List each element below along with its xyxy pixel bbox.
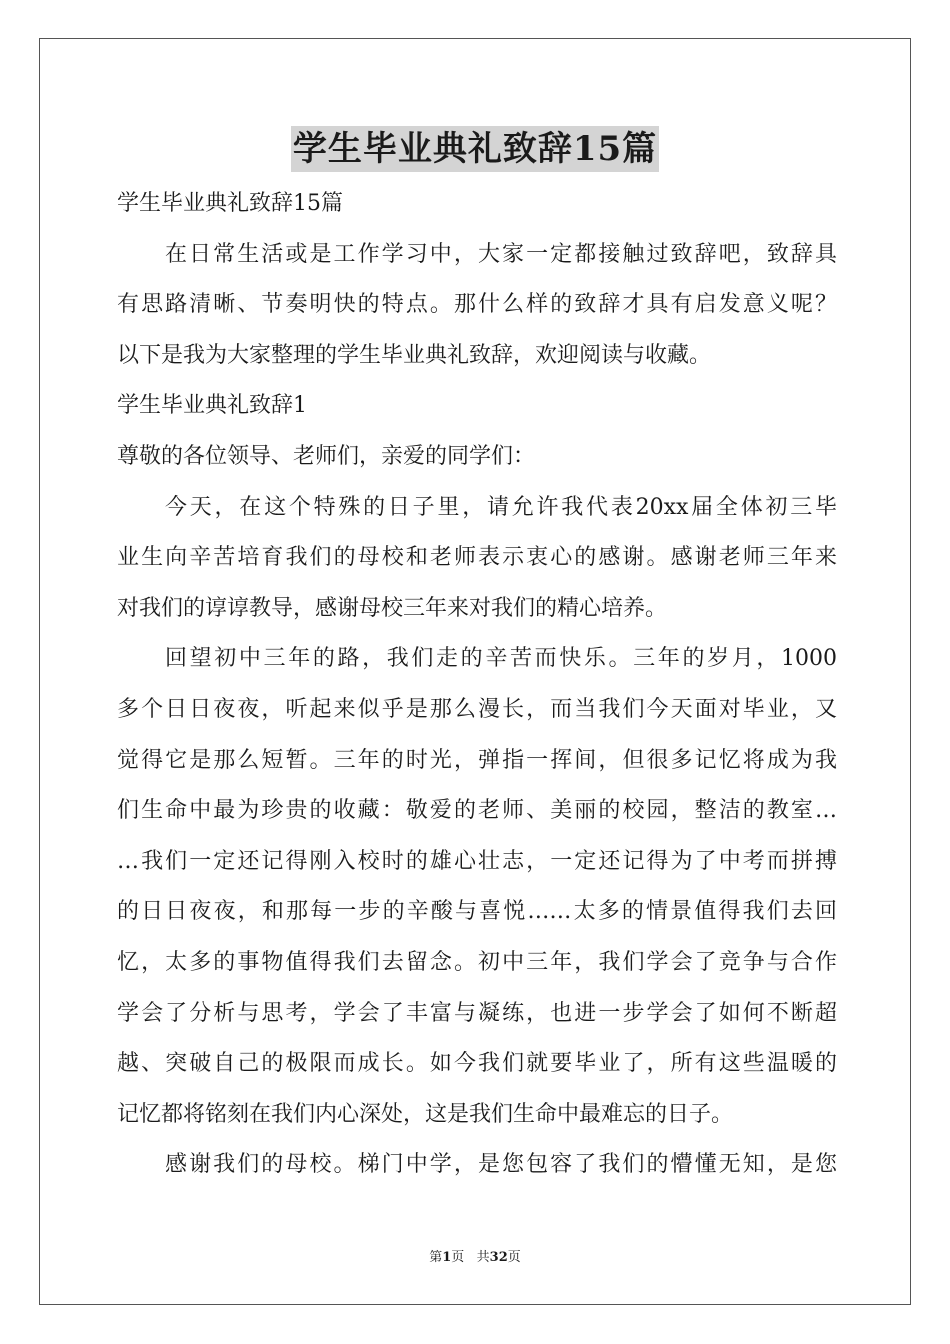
subtitle-line: 学生毕业典礼致辞15篇: [117, 191, 343, 216]
paragraph-line: 学会了分析与思考，学会了丰富与凝练，也进一步学会了如何不断超: [117, 1000, 837, 1026]
current-page-number: 1: [442, 1250, 452, 1265]
paragraph-line: 多个日日夜夜，听起来似乎是那么漫长，而当我们今天面对毕业，又: [117, 696, 837, 722]
total-page-count: 32: [489, 1250, 508, 1265]
paragraph-line: 觉得它是那么短暂。三年的时光，弹指一挥间，但很多记忆将成为我: [117, 747, 837, 773]
footer-suffix: 页: [507, 1250, 521, 1265]
paragraph-line: 们生命中最为珍贵的收藏：敬爱的老师、美丽的校园，整洁的教室…: [117, 798, 837, 824]
document-body: [117, 179, 837, 1191]
paragraph-line: 的日日夜夜，和那每一步的辛酸与喜悦……太多的情景值得我们去回: [117, 899, 837, 925]
paragraph-line: 今天，在这个特殊的日子里，请允许我代表20xx届全体初三毕: [165, 494, 837, 520]
paragraph-line: …我们一定还记得刚入校时的雄心壮志，一定还记得为了中考而拼搏: [117, 848, 837, 874]
paragraph-line: 回望初中三年的路，我们走的辛苦而快乐。三年的岁月，1000: [165, 646, 837, 672]
paragraph-line: 忆，太多的事物值得我们去留念。初中三年，我们学会了竞争与合作: [117, 949, 837, 975]
title-container: [0, 126, 950, 172]
paragraph-line: 有思路清晰、节奏明快的特点。那什么样的致辞才具有启发意义呢？: [117, 292, 837, 318]
paragraph-line: 对我们的谆谆教导，感谢母校三年来对我们的精心培养。: [117, 595, 668, 621]
page-footer: [0, 1246, 950, 1265]
footer-mid: 页 共: [451, 1250, 490, 1265]
paragraph-line: 以下是我为大家整理的学生毕业典礼致辞，欢迎阅读与收藏。: [117, 342, 712, 368]
paragraph-line: 在日常生活或是工作学习中，大家一定都接触过致辞吧，致辞具: [165, 241, 837, 267]
paragraph-line: 业生向辛苦培育我们的母校和老师表示衷心的感谢。感谢老师三年来: [117, 545, 837, 571]
paragraph-line: 记忆都将铭刻在我们内心深处，这是我们生命中最难忘的日子。: [117, 1101, 734, 1127]
salutation-line: 尊敬的各位领导、老师们，亲爱的同学们：: [117, 443, 536, 469]
paragraph-line: 越、突破自己的极限而成长。如今我们就要毕业了，所有这些温暖的: [117, 1051, 837, 1077]
footer-prefix: 第: [429, 1250, 443, 1265]
document-title: 学生毕业典礼致辞15篇: [291, 126, 659, 172]
paragraph-line: 感谢我们的母校。梯门中学，是您包容了我们的懵懂无知，是您: [165, 1152, 837, 1178]
section-heading: 学生毕业典礼致辞1: [117, 393, 307, 419]
